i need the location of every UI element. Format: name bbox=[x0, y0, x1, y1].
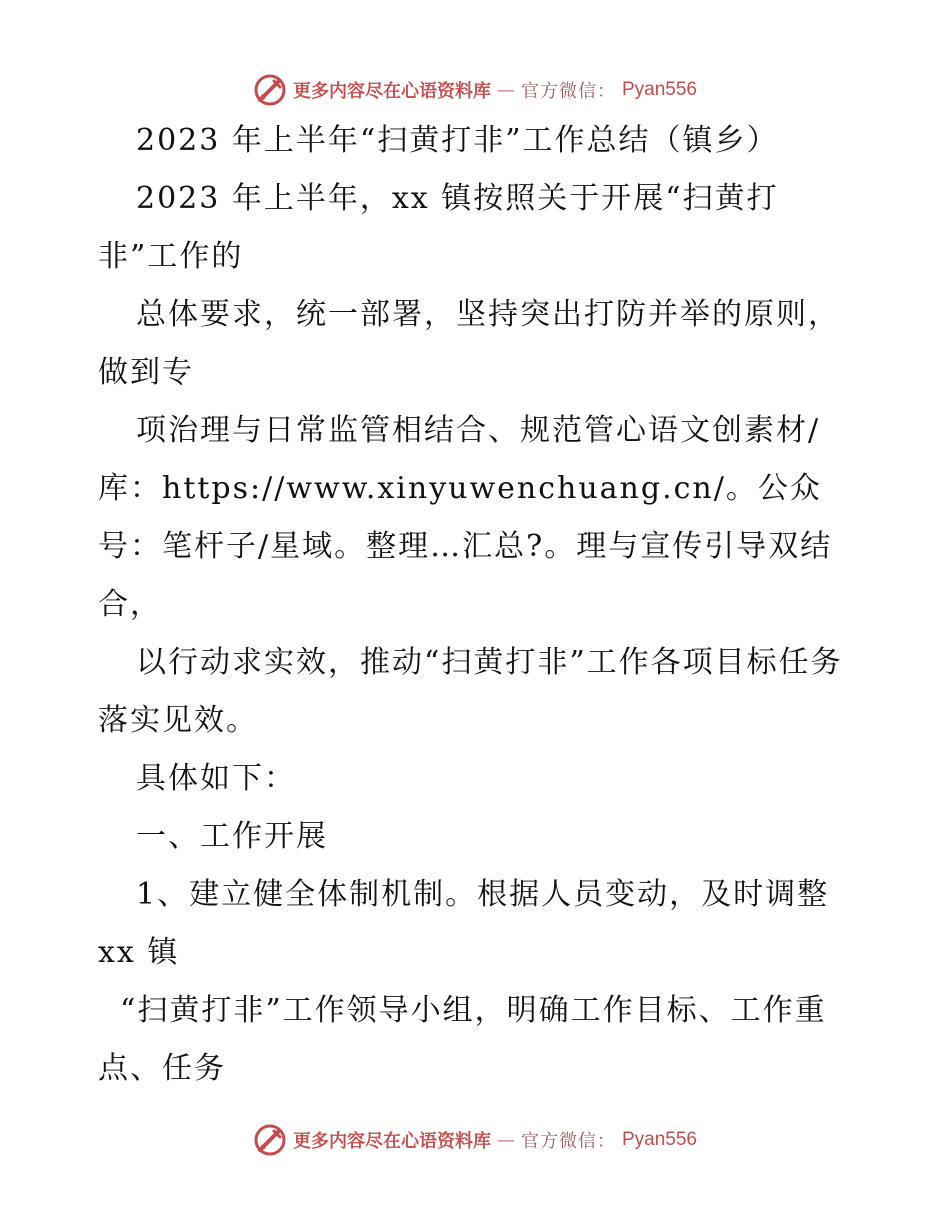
paragraph-line: 2023 年上半年，xx 镇按照关于开展“扫黄打非”工作的 bbox=[98, 181, 779, 274]
paragraph-line: “扫黄打非”工作领导小组，明确工作目标、工作重点、任务 bbox=[98, 993, 827, 1086]
watermark-brand: 更多内容尽在心语资料库 bbox=[292, 1131, 491, 1152]
paragraph-line: 1、建立健全体制机制。根据人员变动，及时调整 xx 镇 bbox=[98, 877, 830, 970]
paragraph-line: 具体如下： bbox=[136, 761, 296, 796]
watermark-wechat-id: Pyan556 bbox=[621, 79, 697, 100]
watermark-label: 官方微信： bbox=[520, 1131, 616, 1152]
watermark-dash: — bbox=[496, 1129, 515, 1151]
paragraph-line: 以行动求实效，推动“扫黄打非”工作各项目标任务落实见效。 bbox=[98, 645, 843, 738]
watermark-wechat-id: Pyan556 bbox=[621, 1129, 697, 1150]
paragraph-line: 总体要求，统一部署，坚持突出打防并举的原则，做到专 bbox=[98, 297, 840, 390]
paragraph-line: 项治理与日常监管相结合、规范管心语文创素材/库：https://www.xinyuwenchuang.cn/。公众号：笔杆子/星域。整理…汇总?。理与宣传引导双结合， bbox=[98, 413, 833, 622]
pen-logo-icon bbox=[253, 73, 287, 107]
watermark-label: 官方微信： bbox=[520, 81, 616, 102]
document-body bbox=[98, 112, 858, 1098]
watermark-brand: 更多内容尽在心语资料库 bbox=[292, 81, 491, 102]
document-title: 2023 年上半年“扫黄打非”工作总结（镇乡） bbox=[136, 123, 779, 158]
watermark-footer bbox=[0, 1120, 950, 1160]
section-heading: 一、工作开展 bbox=[136, 819, 328, 854]
watermark-header bbox=[0, 70, 950, 110]
watermark-dash: — bbox=[496, 79, 515, 101]
pen-logo-icon bbox=[253, 1123, 287, 1157]
